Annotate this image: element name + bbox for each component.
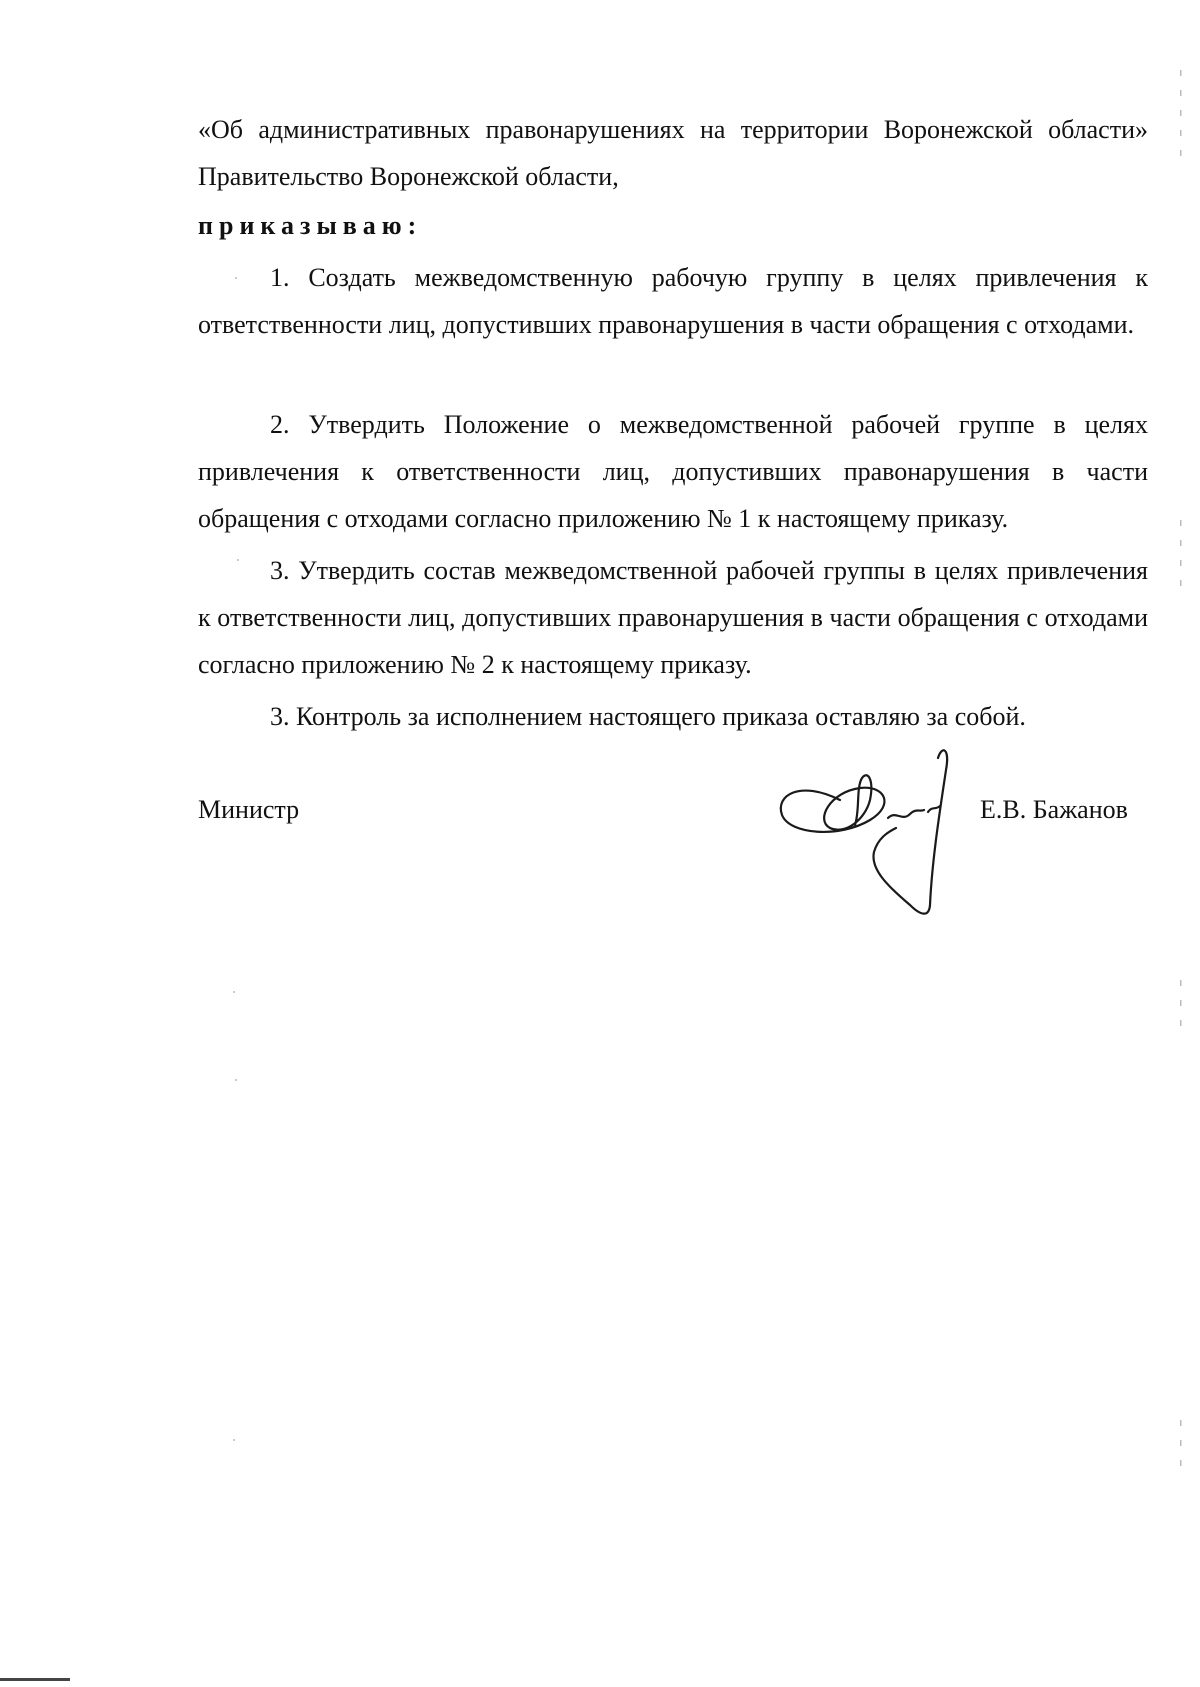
order-item-3: 3. Утвердить состав межведомственной рабочей группы в целях привлечения к ответственности лиц, допустивших правонарушения в части обращения с отходами согласно приложению № 2 к настоящему приказу. <box>198 556 1148 679</box>
order-item-1: 1. Создать межведомственную рабочую группу в целях привлечения к ответственности лиц, допустивших правонарушения в части обращения с отходами. <box>198 263 1148 339</box>
directive-heading: приказываю: <box>198 211 423 240</box>
signatory-title: Министр <box>198 795 300 824</box>
signatory-name: Е.В. Бажанов <box>980 795 1128 824</box>
handwritten-signature <box>770 740 990 940</box>
intro-paragraph: «Об административных правонарушениях на территории Воронежской области» Правительство Воронежской области, <box>198 115 1148 191</box>
order-item-4: 3. Контроль за исполнением настоящего приказа оставляю за собой. <box>270 702 1026 731</box>
order-item-2: 2. Утвердить Положение о межведомственной рабочей группе в целях привлечения к ответственности лиц, допустивших правонарушения в части обращения с отходами согласно приложению № 1 к настоящему приказу. <box>198 410 1148 533</box>
